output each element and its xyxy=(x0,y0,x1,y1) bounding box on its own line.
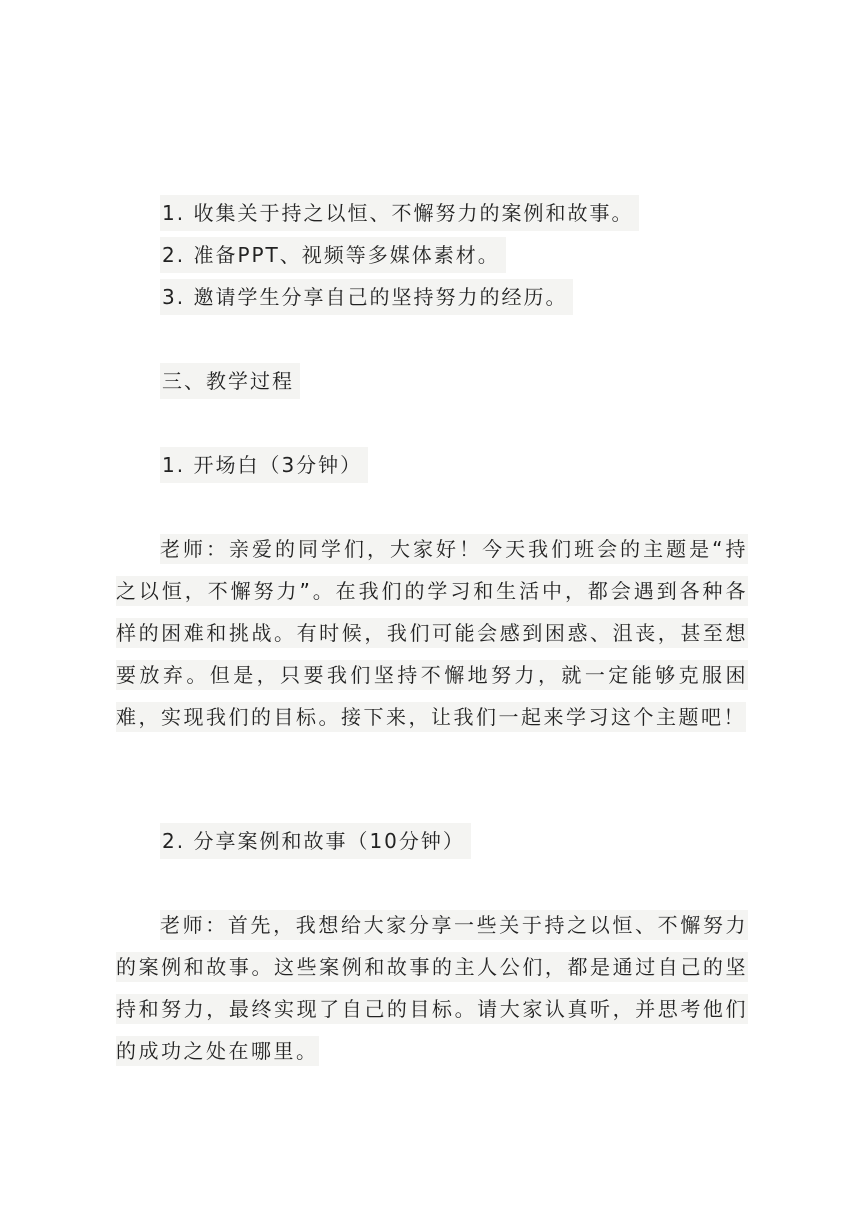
prep-list-item: 3. 邀请学生分享自己的坚持努力的经历。 xyxy=(160,279,573,315)
section-heading: 三、教学过程 xyxy=(160,363,300,399)
prep-list-item: 2. 准备PPT、视频等多媒体素材。 xyxy=(160,237,506,273)
opening-paragraph: 老师：亲爱的同学们，大家好！今天我们班会的主题是“持之以恒，不懈努力”。在我们的学习和生活中，都会遇到各种各样的困难和挑战。有时候，我们可能会感到困惑、沮丧，甚至想要放弃。但是，只要我们坚持不懈地努力，就一定能够克服困难，实现我们的目标。接下来，让我们一起来学习这个主题吧！ xyxy=(116,528,748,738)
prep-list-item: 1. 收集关于持之以恒、不懈努力的案例和故事。 xyxy=(160,195,639,231)
step-heading-cases: 2. 分享案例和故事（10分钟） xyxy=(160,823,471,859)
step-heading-opening: 1. 开场白（3分钟） xyxy=(160,447,368,483)
cases-paragraph: 老师：首先，我想给大家分享一些关于持之以恒、不懈努力的案例和故事。这些案例和故事的主人公们，都是通过自己的坚持和努力，最终实现了自己的目标。请大家认真听，并思考他们的成功之处在哪里。 xyxy=(116,904,748,1072)
